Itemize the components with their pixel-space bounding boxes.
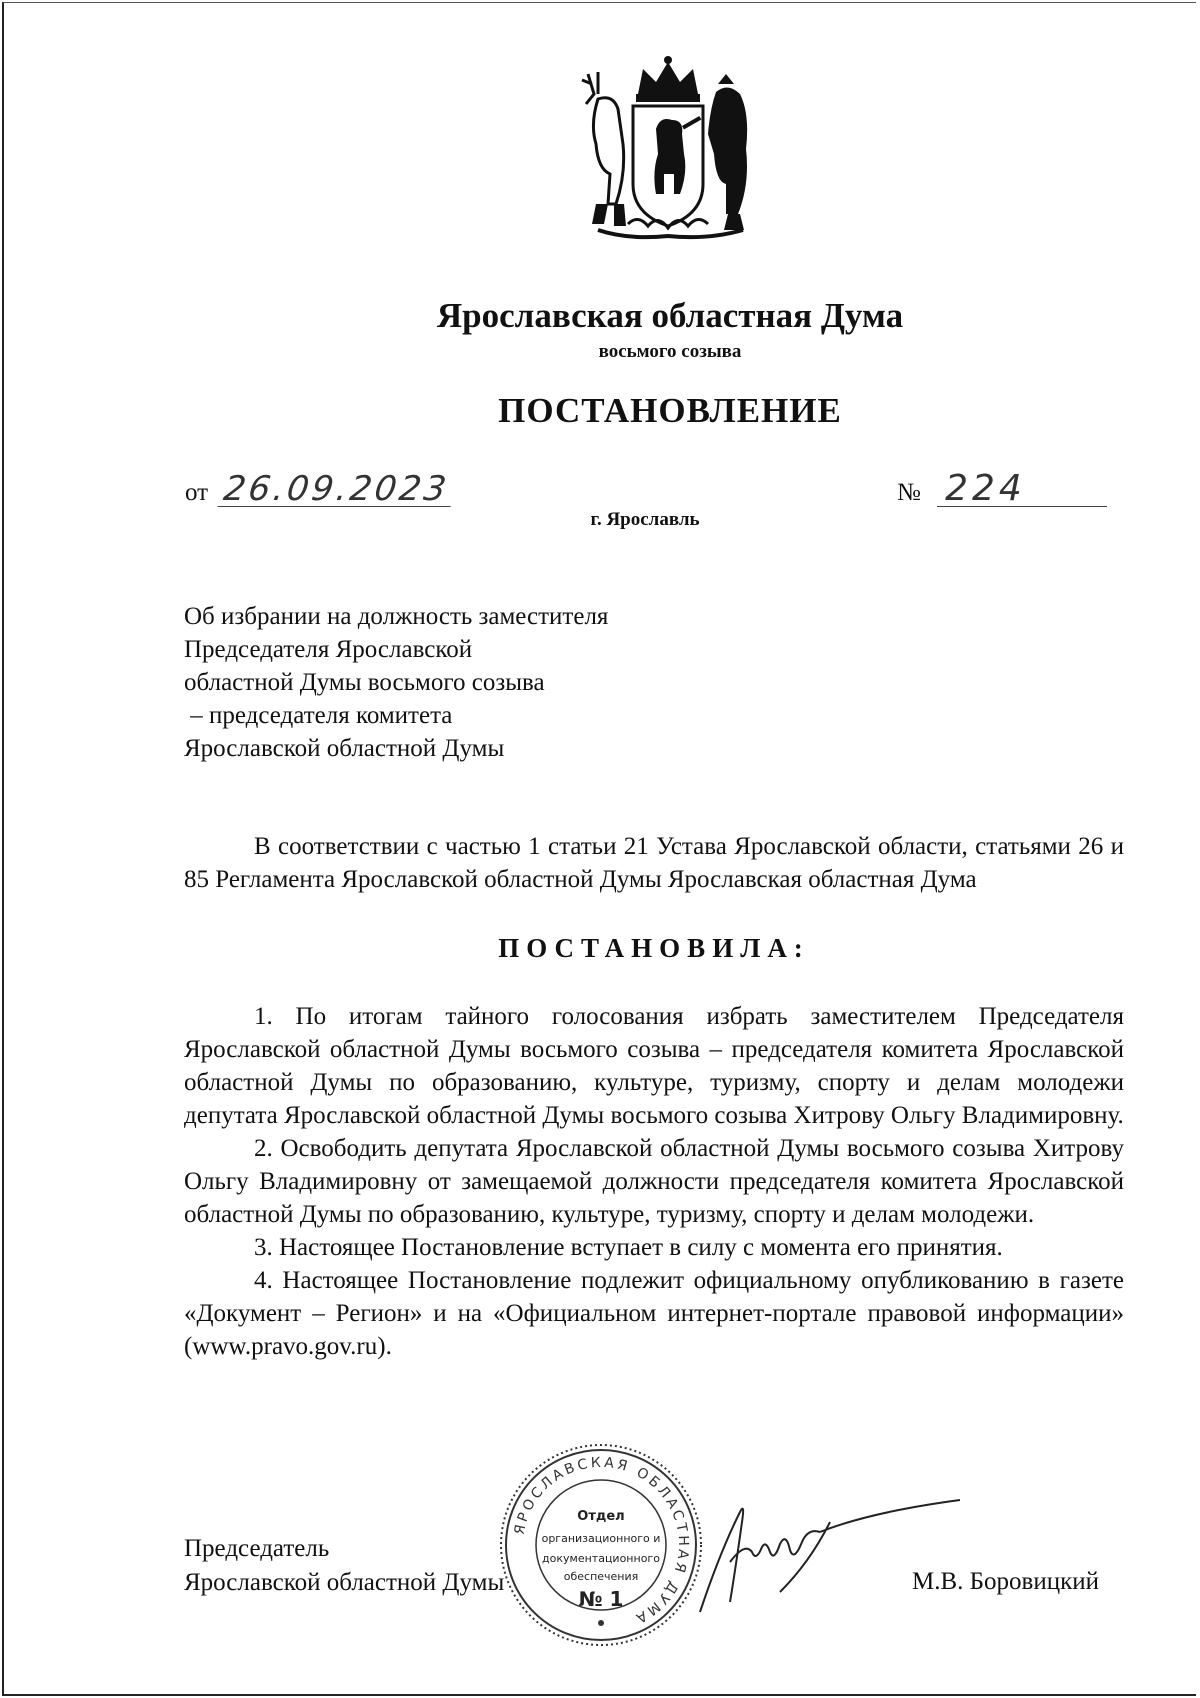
date-line — [185, 469, 453, 510]
org-title: Ярославская областная Дума — [436, 296, 904, 335]
number-line — [897, 468, 1107, 510]
subject-line: – председателя комитета — [184, 702, 453, 729]
signatory-name: М.В. Боровицкий — [912, 1568, 1099, 1595]
subject-block — [184, 600, 608, 765]
stamp-line: документационного — [542, 1552, 660, 1565]
handwritten-signature — [690, 1492, 980, 1622]
resolved-heading: ПОСТАНОВИЛА: — [498, 933, 810, 963]
date-prefix: от — [185, 479, 209, 506]
resolution-items — [184, 1000, 1124, 1363]
resolution-item: 1. По итогам тайного голосования избрать заместителем Председателя Ярославской областной Думы восьмого созыва – председателя комитета Ярославской областной Думы по образованию, культуре, туризму, спорту и делам молодежи депутата Ярославской областной Думы восьмого созыва Хитрову Ольгу Владимировну. — [184, 1003, 1124, 1129]
signatory-position — [184, 1532, 504, 1600]
document-type: ПОСТАНОВЛЕНИЕ — [498, 391, 842, 430]
subject-line: областной Думы восьмого созыва — [184, 669, 545, 696]
date-value: 26.09.2023 — [218, 472, 456, 507]
subject-line: Ярославской областной Думы — [184, 735, 505, 762]
subject-line: Об избрании на должность заместителя — [184, 603, 609, 630]
resolution-item: 2. Освободить депутата Ярославской областной Думы восьмого созыва Хитрову Ольгу Владимировну от замещаемой должности председателя комитета Ярославской областной Думы по образованию, культуре, туризму, спорту и делам молодежи. — [184, 1135, 1124, 1228]
org-subtitle: восьмого созыва — [598, 341, 742, 362]
number-value: 224 — [937, 472, 1107, 507]
resolution-item: 3. Настоящее Постановление вступает в силу с момента его принятия. — [254, 1234, 1003, 1261]
coat-of-arms-emblem — [568, 54, 768, 244]
official-stamp — [496, 1440, 706, 1650]
stamp-number: № 1 — [578, 1587, 624, 1611]
stamp-line: Отдел — [577, 1509, 625, 1524]
stamp-line: обеспечения — [563, 1570, 639, 1583]
city: г. Ярославль — [590, 509, 700, 530]
stamp-line: организационного и — [541, 1532, 661, 1545]
resolution-item: 4. Настоящее Постановление подлежит официальному опубликованию в газете «Документ – Регион» и на «Официальном интернет-портале правовой информации» (www.pravo.gov.ru). — [184, 1267, 1124, 1360]
number-prefix: № — [897, 479, 921, 506]
position-line: Председатель — [184, 1535, 330, 1562]
position-line: Ярославской областной Думы — [184, 1569, 505, 1596]
stamp-ring-text: ЯРОСЛАВСКАЯ ОБЛАСТНАЯ ДУМА — [511, 1454, 692, 1628]
preamble: В соответствии с частью 1 статьи 21 Устава Ярославской области, статьями 26 и 85 Регламента Ярославской областной Думы Ярославская областная Дума — [184, 833, 1124, 893]
subject-line: Председателя Ярославской — [184, 636, 473, 663]
